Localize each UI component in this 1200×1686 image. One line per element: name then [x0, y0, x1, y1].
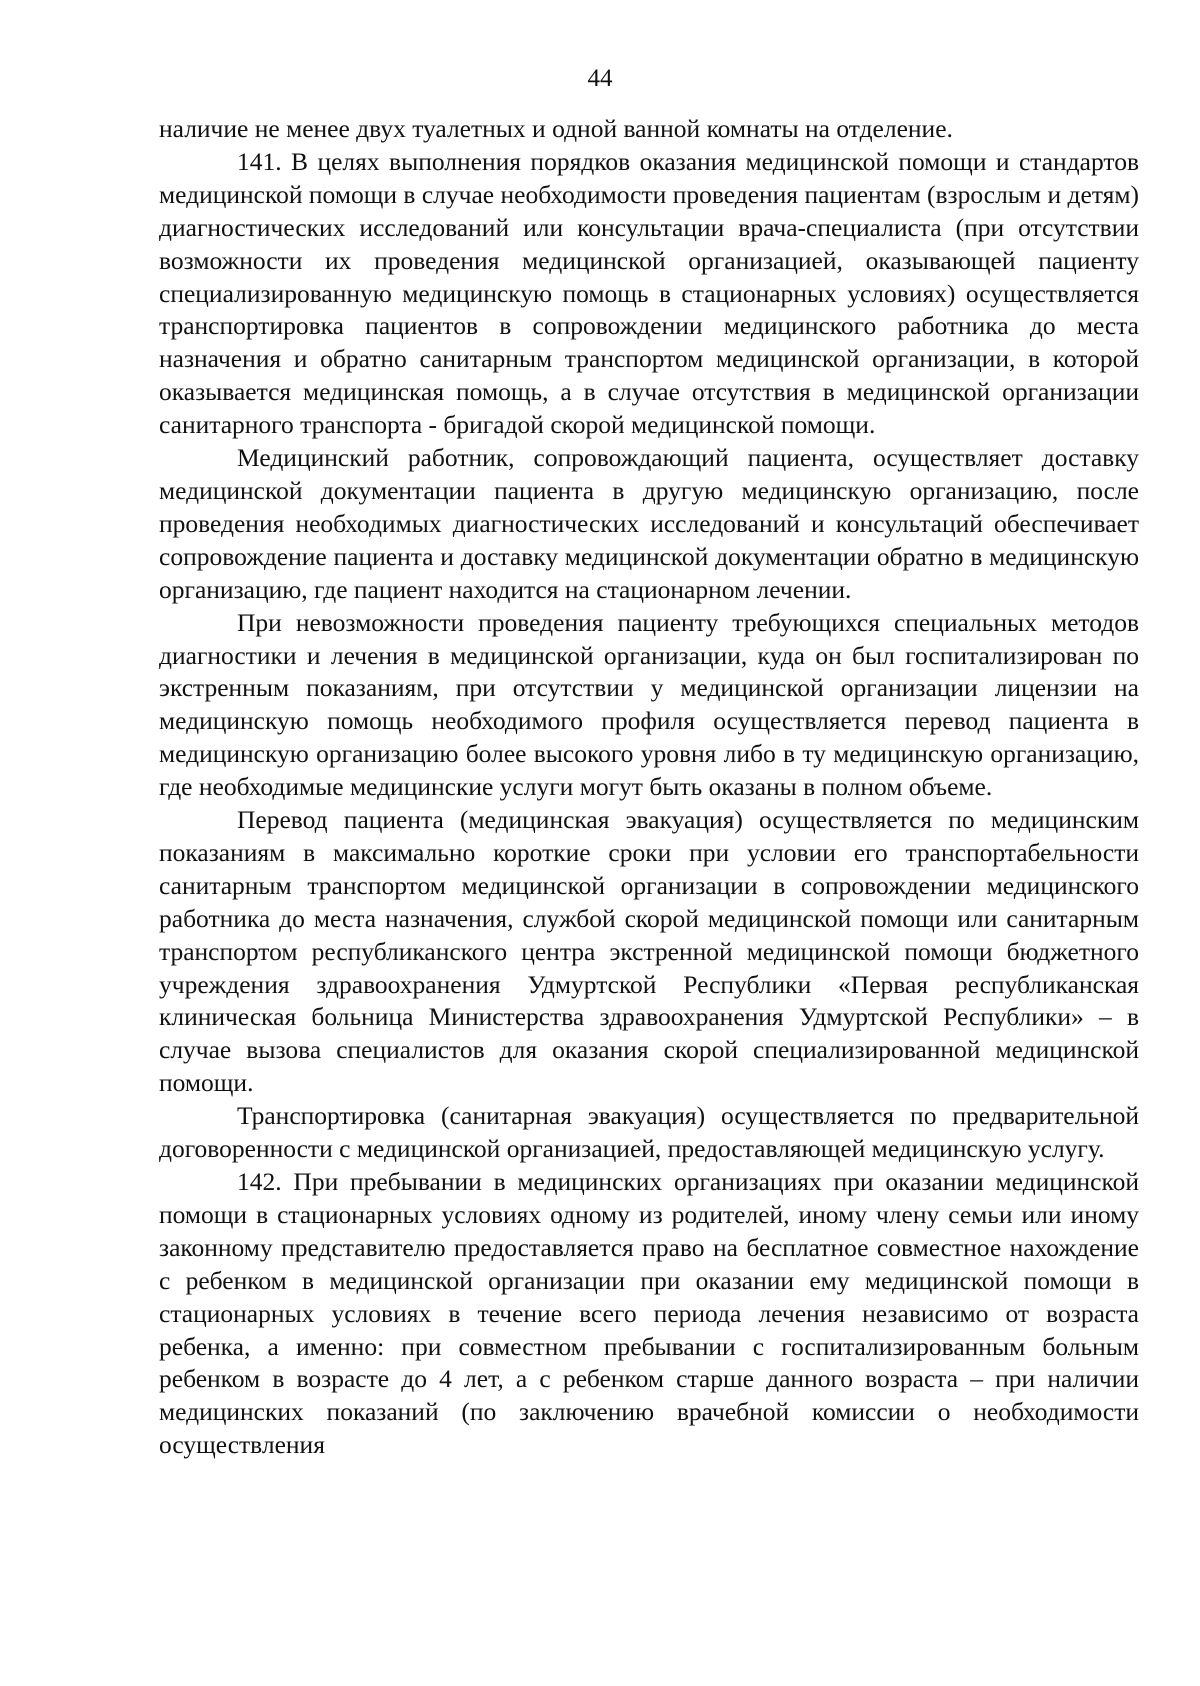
paragraph-medical-worker: Медицинский работник, сопровождающий пациента, осуществляет доставку медицинской документации пациента в другую медицинскую организацию, после проведения необходимых диагностических исследований и консультаций обеспечивает сопровождение пациента и доставку медицинской документации обратно в медицинскую организацию, где пациент находится на стационарном лечении. [159, 443, 1139, 604]
paragraph-transportation: Транспортировка (санитарная эвакуация) осуществляется по предварительной договоренности с медицинской организацией, предоставляющей медицинскую услугу. [159, 1101, 1139, 1164]
paragraph-transfer: Перевод пациента (медицинская эвакуация) осуществляется по медицинским показаниям в максимально короткие сроки при условии его транспортабельности санитарным транспортом медицинской организации в сопровождении медицинского работника до места назначения, службой скорой медицинской помощи или санитарным транспортом республиканского центра экстренной медицинской помощи бюджетного учреждения здравоохранения Удмуртской Республики «Первая республиканская клиническая больница Министерства здравоохранения Удмуртской Республики» – в случае вызова специалистов для оказания скорой специализированной медицинской помощи. [159, 805, 1139, 1098]
paragraph-continuation: наличие не менее двух туалетных и одной ванной комнаты на отделение. [159, 114, 953, 143]
document-body [159, 113, 1139, 1462]
paragraph-141: 141. В целях выполнения порядков оказания медицинской помощи и стандартов медицинской помощи в случае необходимости проведения пациентам (взрослым и детям) диагностических исследований или консультации врача-специалиста (при отсутствии возможности их проведения медицинской организацией, оказывающей пациенту специализированную медицинскую помощь в стационарных условиях) осуществляется транспортировка пациентов в сопровождении медицинского работника до места назначения и обратно санитарным транспортом медицинской организации, в которой оказывается медицинская помощь, а в случае отсутствия в медицинской организации санитарного транспорта - бригадой скорой медицинской помощи. [159, 146, 1139, 440]
page-number: 44 [587, 65, 613, 92]
paragraph-impossibility: При невозможности проведения пациенту требующихся специальных методов диагностики и лечения в медицинской организации, куда он был госпитализирован по экстренным показаниям, при отсутствии у медицинской организации лицензии на медицинскую помощь необходимого профиля осуществляется перевод пациента в медицинскую организацию более высокого уровня либо в ту медицинскую организацию, где необходимые медицинские услуги могут быть оказаны в полном объеме. [159, 607, 1139, 802]
paragraph-142: 142. При пребывании в медицинских организациях при оказании медицинской помощи в стационарных условиях одному из родителей, иному члену семьи или иному законному представителю предоставляется право на бесплатное совместное нахождение с ребенком в медицинской организации при оказании ему медицинской помощи в стационарных условиях в течение всего периода лечения независимо от возраста ребенка, а именно: при совместном пребывании с госпитализированным больным ребенком в возрасте до 4 лет, а с ребенком старше данного возраста – при наличии медицинских показаний (по заключению врачебной комиссии о необходимости осуществления [159, 1167, 1139, 1460]
